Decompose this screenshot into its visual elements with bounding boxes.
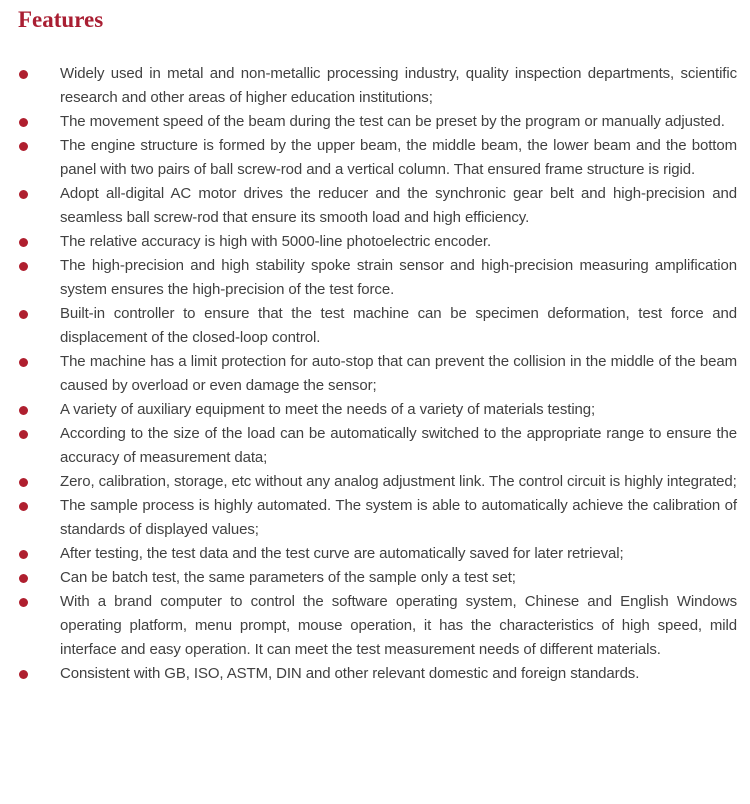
- feature-text: The movement speed of the beam during the test can be preset by the program or manually adjusted.: [60, 113, 725, 130]
- feature-text: The sample process is highly automated. The system is able to automatically achieve the calibration of standards of displayed values;: [60, 497, 737, 538]
- feature-list-item: [0, 254, 750, 302]
- bullet-dot-icon: [19, 406, 28, 415]
- bullet-dot-icon: [19, 238, 28, 247]
- feature-text: After testing, the test data and the test curve are automatically saved for later retrieval;: [60, 545, 624, 562]
- feature-text: Widely used in metal and non-metallic processing industry, quality inspection departments, scientific research and other areas of higher education institutions;: [60, 65, 737, 106]
- features-list: [0, 62, 750, 686]
- feature-list-item: [0, 662, 750, 686]
- feature-list-item: [0, 590, 750, 662]
- feature-text: According to the size of the load can be automatically switched to the appropriate range to ensure the accuracy of measurement data;: [60, 425, 737, 466]
- feature-text: Built-in controller to ensure that the test machine can be specimen deformation, test force and displacement of the closed-loop control.: [60, 305, 737, 346]
- feature-list-item: [0, 566, 750, 590]
- bullet-dot-icon: [19, 118, 28, 127]
- bullet-dot-icon: [19, 70, 28, 79]
- feature-text: Consistent with GB, ISO, ASTM, DIN and other relevant domestic and foreign standards.: [60, 665, 640, 682]
- feature-text: The engine structure is formed by the upper beam, the middle beam, the lower beam and the bottom panel with two pairs of ball screw-rod and a vertical column. That ensured frame structure is rigid.: [60, 137, 737, 178]
- bullet-dot-icon: [19, 574, 28, 583]
- bullet-dot-icon: [19, 310, 28, 319]
- section-title: Features: [18, 7, 104, 32]
- bullet-dot-icon: [19, 190, 28, 199]
- feature-list-item: [0, 134, 750, 182]
- feature-list-item: [0, 230, 750, 254]
- feature-text: Can be batch test, the same parameters of the sample only a test set;: [60, 569, 516, 586]
- feature-list-item: [0, 542, 750, 566]
- bullet-dot-icon: [19, 142, 28, 151]
- feature-text: The machine has a limit protection for auto-stop that can prevent the collision in the middle of the beam caused by overload or even damage the sensor;: [60, 353, 737, 394]
- feature-text: The high-precision and high stability spoke strain sensor and high-precision measuring amplification system ensures the high-precision of the test force.: [60, 257, 737, 298]
- feature-list-item: [0, 398, 750, 422]
- feature-text: Adopt all-digital AC motor drives the reducer and the synchronic gear belt and high-precision and seamless ball screw-rod that ensure its smooth load and high efficiency.: [60, 185, 737, 226]
- bullet-dot-icon: [19, 670, 28, 679]
- bullet-dot-icon: [19, 358, 28, 367]
- feature-list-item: [0, 302, 750, 350]
- feature-list-item: [0, 110, 750, 134]
- feature-text: Zero, calibration, storage, etc without any analog adjustment link. The control circuit is highly integrated;: [60, 473, 737, 490]
- bullet-dot-icon: [19, 262, 28, 271]
- feature-list-item: [0, 62, 750, 110]
- feature-text: A variety of auxiliary equipment to meet the needs of a variety of materials testing;: [60, 401, 596, 418]
- feature-list-item: [0, 470, 750, 494]
- bullet-dot-icon: [19, 502, 28, 511]
- feature-list-item: [0, 182, 750, 230]
- feature-list-item: [0, 422, 750, 470]
- bullet-dot-icon: [19, 478, 28, 487]
- feature-list-item: [0, 494, 750, 542]
- bullet-dot-icon: [19, 430, 28, 439]
- bullet-dot-icon: [19, 550, 28, 559]
- feature-text: With a brand computer to control the software operating system, Chinese and English Windows operating platform, menu prompt, mouse operation, it has the characteristics of high speed, mild interface and easy operation. It can meet the test measurement needs of different materials.: [60, 593, 737, 658]
- feature-text: The relative accuracy is high with 5000-line photoelectric encoder.: [60, 233, 492, 250]
- feature-list-item: [0, 350, 750, 398]
- bullet-dot-icon: [19, 598, 28, 607]
